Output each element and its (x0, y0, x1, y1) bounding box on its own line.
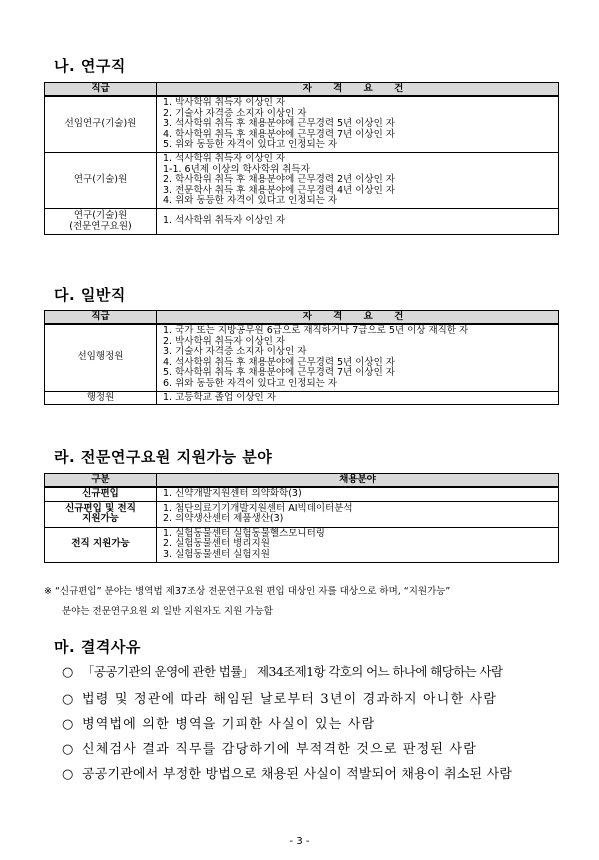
list-item: 2. 기술사 자격증 소지자 이상인 자 (163, 107, 307, 119)
table-header (45, 83, 559, 97)
section-title-disqualification: 마. 결격사유 (54, 638, 141, 656)
field-cell (157, 487, 559, 501)
circle-bullet-icon: ○ (62, 767, 74, 782)
note-line: ※ “신규편입” 분야는 병역법 제37조상 전문연구요원 편입 대상인 자를 대상으로 하며, “지원가능” (44, 586, 451, 597)
research-table (44, 82, 559, 235)
position-cell: 연구(기술)원 (45, 152, 157, 208)
list-item: 1. 첨단의료기기개발지원센터 AI빅데이터분석 (163, 502, 353, 514)
requirements-cell (157, 152, 559, 208)
table-row (45, 487, 559, 501)
type-cell (45, 501, 157, 527)
field-cell (157, 501, 559, 527)
position-line: (전문연구요원) (69, 220, 132, 232)
list-item: 2. 의약생산센터 제품생산(3) (163, 513, 284, 525)
list-item: 2. 학사학위 취득 후 채용분야에 근무경력 2년 이상인 자 (163, 174, 395, 186)
table-header (45, 474, 559, 488)
page-number: - 3 - (289, 836, 310, 847)
table-row (45, 324, 559, 391)
table-row (45, 501, 559, 527)
list-item: 1. 석사학위 취득자 이상인 자 (163, 152, 286, 164)
section-title-research: 나. 연구직 (54, 57, 126, 75)
list-item: 2. 실험동물센터 병리지원 (163, 538, 270, 550)
type-line: 지원가능 (82, 513, 119, 525)
specialist-table (44, 473, 559, 563)
list-item: 3. 실험동물센터 실험지원 (163, 548, 270, 560)
col-position: 직급 (45, 311, 157, 325)
table-row (45, 527, 559, 562)
list-item: 1. 박사학위 취득자 이상인 자 (163, 97, 286, 108)
list-item (62, 763, 512, 782)
table-row (45, 391, 559, 405)
col-field: 채용분야 (157, 474, 559, 488)
list-item (62, 688, 497, 707)
disqualification-text: 공공기관에서 부정한 방법으로 채용된 사실이 적발되어 채용이 취소된 사람 (82, 767, 513, 782)
type-line: 신규편입 (82, 488, 119, 499)
list-item (62, 662, 502, 680)
list-item: 1. 고등학교 졸업 이상인 자 (163, 391, 276, 403)
list-item: 4. 학사학위 취득 후 채용분야에 근무경력 7년 이상인 자 (163, 128, 395, 140)
field-cell (157, 527, 559, 562)
list-item (62, 738, 477, 757)
position-cell: 선임연구(기술)원 (45, 96, 157, 152)
list-item: 6. 위와 동등한 자격이 있다고 인정되는 자 (163, 377, 338, 389)
list-item: 4. 석사학위 취득 후 채용분야에 근무경력 5년 이상인 자 (163, 356, 395, 368)
col-type: 구분 (45, 474, 157, 488)
position-cell: 행정원 (45, 391, 157, 405)
circle-bullet-icon: ○ (62, 717, 74, 732)
list-item: 3. 석사학위 취득 후 채용분야에 근무경력 5년 이상인 자 (163, 118, 395, 130)
circle-bullet-icon: ○ (62, 665, 74, 680)
type-line: 전직 지원가능 (71, 538, 130, 550)
type-cell (45, 487, 157, 501)
requirements-cell (157, 391, 559, 405)
specialist-note (44, 582, 564, 622)
col-requirements: 자 격 요 건 (157, 311, 559, 325)
section-title-specialist: 라. 전문연구요원 지원가능 분야 (54, 448, 273, 466)
position-cell (45, 208, 157, 234)
table-row (45, 152, 559, 208)
note-line: 분야는 전문연구요원 외 일반 지원자도 지원 가능함 (62, 606, 273, 617)
table-header (45, 311, 559, 325)
disqualification-text: 법령 및 정관에 따라 해임된 날로부터 3년이 경과하지 아니한 사람 (82, 692, 498, 707)
disqualification-text: 병역법에 의한 병역을 기피한 사실이 있는 사람 (82, 717, 376, 732)
type-cell (45, 527, 157, 562)
requirements-cell (157, 208, 559, 234)
requirements-cell (157, 96, 559, 152)
list-item (62, 713, 375, 732)
general-table (44, 310, 559, 405)
list-item: 1. 석사학위 취득자 이상인 자 (163, 215, 286, 227)
disqualification-text: 「공공기관의 운영에 관한 법률」 제34조제1항 각호의 어느 하나에 해당하는 사람 (82, 664, 503, 679)
list-item: 3. 기술사 자격증 소지자 이상인 자 (163, 346, 307, 358)
list-item: 4. 위와 동등한 자격이 있다고 인정되는 자 (163, 195, 338, 207)
col-position: 직급 (45, 83, 157, 97)
list-item: 1-1. 6년제 이상의 학사학위 취득자 (163, 163, 310, 175)
list-item: 1. 실험동물센터 실험동물헬스모니터링 (163, 527, 325, 539)
list-item: 1. 국가 또는 지방공무원 6급으로 재직하거나 7급으로 5년 이상 재직한 자 (163, 325, 469, 336)
circle-bullet-icon: ○ (62, 742, 74, 757)
disqualification-text: 신체검사 결과 직무를 감당하기에 부적격한 것으로 판정된 사람 (82, 742, 478, 757)
requirements-cell (157, 324, 559, 391)
list-item: 3. 전문학사 취득 후 채용분야에 근무경력 4년 이상인 자 (163, 184, 395, 196)
list-item: 1. 신약개발지원센터 의약화학(3) (163, 488, 302, 499)
list-item: 2. 박사학위 취득자 이상인 자 (163, 335, 286, 347)
list-item: 5. 학사학위 취득 후 채용분야에 근무경력 7년 이상인 자 (163, 367, 395, 379)
position-line: 연구(기술)원 (73, 209, 128, 221)
col-requirements: 자 격 요 건 (157, 83, 559, 97)
section-title-general: 다. 일반직 (54, 286, 126, 304)
table-row (45, 96, 559, 152)
table-row (45, 208, 559, 234)
circle-bullet-icon: ○ (62, 692, 74, 707)
list-item: 5. 위와 동등한 자격이 있다고 인정되는 자 (163, 139, 338, 151)
type-line: 신규편입 및 전직 (65, 502, 136, 514)
position-cell: 선임행정원 (45, 324, 157, 391)
